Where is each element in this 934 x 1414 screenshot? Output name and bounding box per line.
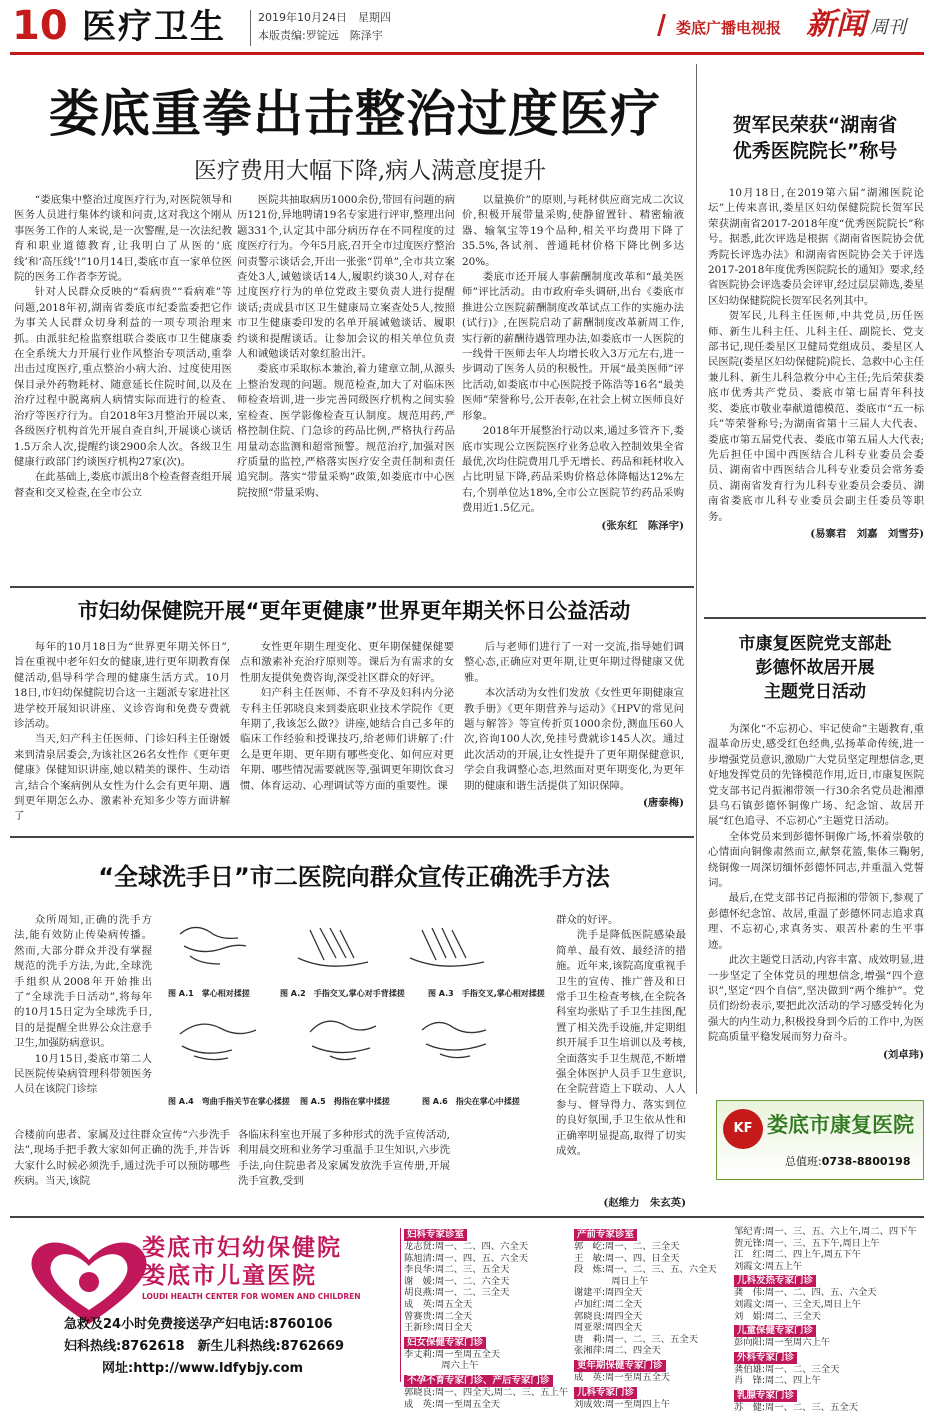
lead-para: 医院共抽取病历1000余份,带回有问题的病历121份,异地聘请19名专家进行评审,整理出问题331个,认定其中部分病历存在不同程度的过度医疗行为。今年5月底,召开全市过度医疗整治问责警示谈话会,开出一张张“罚单”,全市共立案查处3人,诫勉谈话14人,履职约谈30人,对存在过度医疗行为的单位党政主要负责人进行提醒谈话;责成县市区卫生健康局立案查处5人,按照市卫生健康委印发的名单开展诫勉谈话、履职约谈和提醒谈话。让参加会议的相关单位负责人和诫勉谈话对象红脸出汗。 bbox=[237, 194, 455, 361]
clinic-schedule-row bbox=[734, 1387, 922, 1402]
clinic-schedule-line: 胡良燕:周一、二、三全天 bbox=[404, 1287, 510, 1299]
clinic-schedule-line: 李丈莉:周一至周五全天 bbox=[404, 1348, 501, 1360]
lead-para: “娄底集中整治过度医疗行为,对医院领导和医务人员进行集体约谈和问责,这对我这个刚从事医务工作的人来说,是一次警醒,是一次法纪教育和职业道德教育,让我明白了从医的‘底线’和‘高压线’!”10月14日,娄底市直一家单位医院的医务工作者李芳说。 bbox=[14, 194, 232, 284]
article2-col-1 bbox=[14, 640, 230, 825]
right1-title-line: 贺军民荣获“湖南省 bbox=[732, 114, 898, 136]
clinic-schedule-heading: 儿童保健专家门诊 bbox=[734, 1325, 816, 1337]
clinic-schedule-line: 彭向阳:周一至周六上午 bbox=[734, 1337, 831, 1349]
clinic-schedule-heading: 产前专家诊室 bbox=[574, 1229, 637, 1241]
clinic-schedule-line: 刘霞文:周五上午 bbox=[734, 1260, 803, 1272]
hospital-website[interactable]: 网址:http://www.ldfybjy.com bbox=[102, 1361, 304, 1376]
clinic-schedule-line: 段 炼:周一、二、三、五、六全天 bbox=[574, 1264, 717, 1276]
clinic-schedule-line: 龙志贤:周一、二、四、六全天 bbox=[404, 1241, 528, 1252]
clinic-schedule-line: 卢加红:周二全天 bbox=[574, 1298, 643, 1310]
hotlines bbox=[64, 1338, 344, 1356]
clinic-schedule-line: 龚 伟:周一、二、四、五、六全天 bbox=[734, 1287, 877, 1299]
lead-para: 针对人民群众反映的“看病贵”“看病难”等问题,2018年初,湖南省娄底市纪委监委把它作为事关人民群众切身利益的一项专项治理来抓。由派驻纪检监察组联合娄底市卫生健康委在全系统大力开展行业作风整治专项活动,重拳出击过度医疗,重点整治小病大治、过度使用医保目录外药物耗材、随意延长住院时间,以及在治疗过程中脱离病人病情实际而进行的检查、治疗等医疗行为。自2018年3月整治开展以来,各级医疗机构首先开展自查自纠,开展谈心谈话1.5万余人次,提醒约谈2900余人次。各级卫生健康行政部门约谈医疗机构27家(次)。 bbox=[14, 286, 232, 468]
right2-para: 全体党员来到彭德怀铜像广场,怀着崇敬的心情面向铜像肃然而立,献祭花篮,集体三鞠躬,绕铜像一周深切缅怀彭德怀同志,并重温入党誓词。 bbox=[708, 830, 924, 890]
header-divider bbox=[250, 10, 251, 46]
clinic-schedule-heading: 儿科专家门诊 bbox=[574, 1387, 637, 1399]
clinic-schedule-row bbox=[734, 1349, 922, 1364]
issue-date: 2019年10月24日 bbox=[258, 11, 347, 24]
kangfu-logo: KF bbox=[723, 1109, 763, 1149]
article2-para: 女性更年期生理变化、更年期保健保健要点和激素补充治疗原则等。课后为有需求的女性朋友提供免费咨询,深受社区群众的好评。 bbox=[240, 641, 454, 684]
handwash-illustration bbox=[160, 912, 550, 1116]
article2-para: 每年的10月18日为“世界更年期关怀日”,旨在重视中老年妇女的健康,进行更年期教育保健活动,倡导科学合理的健康生活方式。10月18日,市妇幼保健院切合这一主题派专家进社区进学校开展知识讲座、义诊咨询和免费专费就诊活动。 bbox=[14, 641, 230, 731]
ad-top-rule bbox=[10, 1216, 924, 1218]
article3-byline: (赵维力 朱玄英) bbox=[603, 1197, 686, 1209]
clinic-schedule-line: 龚伯雄:周一、二、三全天 bbox=[734, 1363, 840, 1375]
article3-para: 众所周知,正确的洗手方法,能有效防止传染病传播。然而,大部分群众并没有掌握规范的洗手方法,为此,全球洗手组织从2008年开始推出了“全球洗手日活动”,将每年的10月15日定为全球洗手日,目的是提醒全世界公众注意手卫生,加强防病意识。 bbox=[14, 914, 152, 1050]
article3-byline-wrap bbox=[556, 1192, 686, 1209]
brand-sub: 周刊 bbox=[870, 17, 906, 38]
hospital-english: LOUDI HEALTH CENTER FOR WOMEN AND CHILDREN bbox=[142, 1292, 361, 1301]
article3-para: 群众的好评。 bbox=[556, 914, 619, 926]
article3-left-col bbox=[14, 913, 152, 1098]
lead-byline: (张东红 陈泽宇) bbox=[601, 519, 684, 532]
clinic-schedule-heading: 更年期保健专家门诊 bbox=[574, 1360, 666, 1372]
clinic-schedule-line: 肖 锋:周二、四上午 bbox=[734, 1375, 821, 1387]
lead-col-2 bbox=[237, 193, 455, 501]
brand-title: 新闻 bbox=[806, 7, 866, 42]
clinic-schedule-line: 刘 娟:周二、三全天 bbox=[734, 1310, 821, 1322]
article2-para: 后与老师们进行了一对一交流,指导她们调整心态,正确应对更年期,让更年期过得健康又优雅。 bbox=[464, 641, 684, 684]
clinic-schedule-line: 江 红:周二、四上午,周五下午 bbox=[734, 1249, 861, 1261]
lead-para: 2018年开展整治行动以来,通过多管齐下,娄底市实现公立医院医疗业务总收入控制效果全省最优,次均住院费用几乎无增长、药品和耗材收入占比明显下降,药品采购价格总体降幅达12%左右,个别单位达18%,全市公立医院节约药品采购费用近1.5亿元。 bbox=[462, 425, 684, 515]
article3-para: 合楼前向患者、家属及过往群众宣传“六步洗手法”,现场手把手教大家如何正确的洗手,并告诉大家什么时候必须洗手,通过洗手可以预防哪些疾病。当天,该院 bbox=[14, 1129, 230, 1188]
clinic-schedule-row bbox=[734, 1272, 922, 1287]
section-title: 医疗卫生 bbox=[82, 7, 226, 47]
right-column-divider bbox=[696, 64, 697, 1094]
ad-divider bbox=[400, 1228, 401, 1382]
clinic-schedule-line: 成 英:周五全天 bbox=[404, 1298, 473, 1310]
lead-title: 娄底重拳出击整治过度医疗 bbox=[49, 85, 661, 143]
schedule-col-1 bbox=[404, 1226, 572, 1410]
page-number: 10 bbox=[12, 3, 68, 49]
article2-para: 当天,妇产科主任医师、门诊妇科主任谢媛来到清泉居委会,为该社区26名女性作《更年更健康》保健知识讲座,她以精美的课件、生动语言,结合个案病例从女性为什么会有更年期、遇到更年期怎么办、激素补充知多少等方面讲解了 bbox=[14, 733, 230, 823]
right1-para: 10月18日,在2019第六届“湖湘医院论坛”上传来喜讯,娄星区妇幼保健院院长贺军民荣获湖南省2017-2018年度“优秀医院院长”称号。据悉,此次评选是根据《湖南省医院协会优秀院长评选办法》和湖南省医院协会关于评选2017-2018年度优秀医院院长的通知》要求,经省医院协会评选委员会评审,经过层层筛选,娄星区妇幼保健院院长贺军民名列其中。 bbox=[708, 187, 924, 307]
clinic-schedule-line: 陈旭清:周一、四、五、六全天 bbox=[404, 1252, 528, 1264]
right2-title-line: 主题党日活动 bbox=[764, 682, 866, 702]
clinic-schedule-line: 周六上午 bbox=[404, 1360, 479, 1372]
article3-title: “全球洗手日”市二医院向群众宣传正确洗手方法 bbox=[98, 863, 610, 891]
kangfu-phone-label: 总值班: bbox=[785, 1155, 822, 1168]
clinic-schedule-line: 邹纪青:周一、三、五、六上午,周二、四下午 bbox=[734, 1226, 917, 1237]
figure-caption-2: 图 A.2 手指交叉,掌心对手背揉搓 bbox=[280, 989, 405, 998]
page-header bbox=[0, 0, 934, 58]
article2-title: 市妇幼保健院开展“更年更健康”世界更年期关怀日公益活动 bbox=[77, 599, 631, 623]
header-editor: 本版责编:罗锭远 陈泽宇 bbox=[258, 29, 383, 42]
lead-para: 娄底市还开展人事薪酬制度改革和“最美医师”评比活动。由市政府牵头调研,出台《娄底市推进公立医院薪酬制度改革试点工作的实施办法(试行)》,在医院启动了薪酬制度改革新周工作,实行新的薪酬待遇管理办法,如娄底市一人医院的一线骨干医师去年人均增长收入3万元左右,进一步调动了医务人员的积极性。开展“最美医师”评比活动,如娄底市中心医院授予陈浩等16名“最美医师”荣誉称号,公开表彰,在社会上树立医师良好形象。 bbox=[462, 271, 684, 422]
right2-para: 为深化“不忘初心、牢记使命”主题教育,重温革命历史,感受红色经典,弘扬革命传统,进一步增强党员意识,激励广大党员坚定理想信念,更好地发挥党员的先锋模范作用,近日,市康复医院党支部书记肖振湘带领一行30余名党员赴湘潭县乌石镇彭德怀铜像广场、纪念馆、故居开展“红色追寻、不忘初心”主题党日活动。 bbox=[708, 723, 924, 828]
figure-caption-1: 图 A.1 掌心相对揉搓 bbox=[168, 989, 250, 998]
clinic-schedule-line: 周亚翠:周四全天 bbox=[574, 1322, 643, 1334]
clinic-schedule-heading: 妇科专家诊室 bbox=[404, 1229, 467, 1241]
clinic-schedule-heading: 不孕不育专家门诊、产后专家门诊 bbox=[404, 1375, 553, 1387]
figure-caption-4: 图 A.4 弯曲手指关节在掌心揉搓 bbox=[168, 1097, 290, 1106]
brand-flag bbox=[657, 14, 676, 36]
clinic-schedule-line: 谢 媛:周一、二、六全天 bbox=[404, 1275, 510, 1287]
figure-caption-6: 图 A.6 指尖在掌心中揉搓 bbox=[422, 1097, 520, 1106]
right2-body bbox=[708, 722, 924, 1063]
kangfu-phone-number: 0738-8800198 bbox=[821, 1155, 911, 1168]
article3-bottom-left bbox=[14, 1128, 230, 1190]
article3-para: 10月15日,娄底市第二人民医院传染病管理科带领医务人员在该院门诊综 bbox=[14, 1052, 152, 1096]
right2-title bbox=[704, 632, 926, 704]
clinic-schedule-line: 李良华:周二、三、五全天 bbox=[404, 1264, 510, 1276]
right2-byline: (刘卓玮) bbox=[882, 1048, 924, 1061]
lead-para: 在此基础上,娄底市派出8个检查督查组开展督查和交叉检查,在全市公立 bbox=[14, 471, 232, 499]
clinic-schedule-row bbox=[574, 1226, 742, 1241]
article2-bottom-rule bbox=[10, 836, 694, 838]
right1-byline: (易寨君 刘嘉 刘雪芬) bbox=[810, 527, 924, 540]
figure-caption-5: 图 A.5 拇指在掌中揉搓 bbox=[300, 1097, 390, 1106]
lead-col-1 bbox=[14, 193, 232, 501]
kangfu-ad bbox=[716, 1100, 924, 1180]
right2-title-line: 彭德怀故居开展 bbox=[755, 658, 875, 678]
clinic-schedule-heading: 乳腺专家门诊 bbox=[734, 1390, 797, 1402]
issue-weekday: 星期四 bbox=[358, 11, 391, 24]
clinic-schedule-line: 成 英:周一至周五全天 bbox=[404, 1398, 501, 1410]
gyn-hotline: 妇科热线:8762618 bbox=[64, 1339, 185, 1354]
article2-byline: (唐泰梅) bbox=[642, 797, 684, 810]
clinic-schedule-line: 郭 屹:周一、二、三全天 bbox=[574, 1241, 680, 1252]
article2-col-2 bbox=[240, 640, 454, 794]
article3-right-col bbox=[556, 913, 686, 1160]
schedule-col-3 bbox=[734, 1226, 922, 1414]
clinic-schedule-line: 唐 莉:周一、二、三、五全天 bbox=[574, 1333, 698, 1345]
right2-title-line: 市康复医院党支部赴 bbox=[738, 634, 892, 654]
clinic-schedule-line: 王新珍:周日全天 bbox=[404, 1322, 473, 1334]
article2-para: 本次活动为女性们发放《女性更年期健康宣教手册》《更年期营养与运动》《HPV的常见问题与解答》等宣传折页1000余份,测血压60人次,咨询100人次,免挂号费就诊145人次。通过此次活动的开展,让女性提升了更年期保健意识,学会自我调整心态,坦然面对更年期变化,为更年期的健康和谐生活提供了知识保障。 bbox=[464, 687, 684, 792]
clinic-schedule-row bbox=[404, 1372, 572, 1387]
clinic-schedule-line: 郭晓良:周一、四全天,周二、三、五上午 bbox=[404, 1386, 569, 1398]
figure-caption-3: 图 A.3 手指交叉,掌心相对揉搓 bbox=[428, 989, 545, 998]
hospital-name-1: 娄底市妇幼保健院 bbox=[142, 1235, 342, 1261]
clinic-schedule-line: 周日上午 bbox=[574, 1275, 649, 1287]
hospital-name-2: 娄底市儿童医院 bbox=[142, 1263, 317, 1289]
kangfu-name: 娄底市康复医院 bbox=[767, 1113, 914, 1137]
article3-para: 洗手是降低医院感染最简单、最有效、最经济的措施。近年来,该院高度重视手卫生的宣传、推广普及和日常手卫生检查考核,在全院各科室均张贴了手卫生挂图,配置了相关洗手设施,并定期组织开展手卫生培训以及考核,全面落实手卫生规范,不断增强全体医护人员手卫生意识,在全院营造上下联动、人人参与、督导得力、落实到位的良好氛围,手卫生依从性和正确率明显提高,取得了切实成效。 bbox=[556, 929, 686, 1158]
clinic-schedule-row bbox=[574, 1357, 742, 1372]
kangfu-phone bbox=[785, 1155, 910, 1169]
clinic-schedule-line: 刘成效:周一至周四上午 bbox=[574, 1398, 671, 1410]
right1-body bbox=[708, 186, 924, 542]
schedule-col-2 bbox=[574, 1226, 742, 1410]
clinic-schedule-line: 曾赛贵:周二全天 bbox=[404, 1310, 473, 1322]
hospital-ad bbox=[10, 1222, 924, 1413]
clinic-schedule-row bbox=[404, 1226, 572, 1241]
right1-title bbox=[704, 112, 926, 164]
right1-para: 贺军民,儿科主任医师,中共党员,历任医师、新生儿科主任、儿科主任、副院长、党支部书记,现任娄星区卫健局党组成员、娄星区人民医院(娄星区妇幼保健院)院长、急救中心主任兼儿科、新生儿科急救分中心主任;先后荣获娄底市优秀共产党员、娄底市第七届青年科技奖、娄底市敬业奉献道德模范、娄底市“五一标兵”等荣誉称号;为湖南省第十三届人大代表、娄底市第五届党代表、娄底市第五届人大代表;先后担任中国中西医结合儿科专业委员会委员、湖南省中西医结合儿科专业委员会常务委员、湖南省发育行为儿科专业委员会委员、湖南省娄底市儿科专业委员会副主任委员等职务。 bbox=[708, 310, 924, 523]
clinic-schedule-line: 张湘萍:周二、四全天 bbox=[574, 1345, 661, 1357]
lead-subtitle: 医疗费用大幅下降,病人满意度提升 bbox=[193, 158, 547, 184]
clinic-schedule-line: 刘霞文:周一、三全天,周日上午 bbox=[734, 1298, 861, 1310]
lead-col-3 bbox=[462, 193, 684, 534]
clinic-schedule-line: 谢建平:周四全天 bbox=[574, 1287, 643, 1299]
clinic-schedule-heading: 外科专家门诊 bbox=[734, 1352, 797, 1364]
right2-para: 最后,在党支部书记肖振湘的带领下,参观了彭德怀纪念馆、故居,重温了彭德怀同志追求真理、不忘初心,求真务实、艰苦朴素的生平事迹。 bbox=[708, 892, 924, 951]
clinic-schedule-line: 贺元锋:周一、三、五下午,周日上午 bbox=[734, 1237, 880, 1249]
neo-hotline: 新生儿科热线:8762669 bbox=[197, 1339, 345, 1354]
clinic-schedule-row bbox=[574, 1384, 742, 1399]
clinic-schedule-line: 王 敏:周一、四、日全天 bbox=[574, 1252, 680, 1264]
right2-para: 此次主题党日活动,内容丰富、成效明显,进一步坚定了全体党员的理想信念,增强“四个意识”,坚定“四个自信”,坚决做到“两个维护”。党员们纷纷表示,要把此次活动的学习感受转化为强大的内生动力,积极投身到今后的工作中,为医院高质量平稳发展而努力奋斗。 bbox=[708, 954, 924, 1044]
clinic-schedule-line: 郭晓良:周四全天 bbox=[574, 1310, 643, 1322]
right1-bottom-rule bbox=[704, 617, 926, 619]
clinic-schedule-line: 成 英:周一至周五全天 bbox=[574, 1371, 671, 1383]
clinic-schedule-heading: 妇女保健专家门诊 bbox=[404, 1337, 486, 1349]
header-rule bbox=[10, 52, 924, 55]
article3-bottom-mid bbox=[238, 1128, 450, 1190]
lead-bottom-rule bbox=[10, 586, 694, 588]
lead-para: 以量换价”的原则,与耗材供应商完成二次议价,积极开展带量采购,使静留置针、精密输液器、输氧宝等19个品种,相关平均费用下降了35.5%,各试剂、普通耗材价格下降比例多达20%。 bbox=[462, 194, 684, 268]
handwash-figure bbox=[160, 912, 550, 1116]
right1-title-line: 优秀医院院长”称号 bbox=[732, 140, 898, 162]
clinic-schedule-line: 苏 健:周一、二、三、五全天 bbox=[734, 1401, 858, 1413]
article2-para: 妇产科主任医师、不育不孕及妇科内分泌专科主任郭晓良来到娄底职业技术学院作《更年期了,我该怎么做?》讲座,她结合自己多年的临床工作经验和授课技巧,给老师们讲解了:什么是更年期、更年期有哪些变化、如何应对更年期、哪些情况需要就医等,强调更年期饮食习惯、体育运动、心理调试等方面的重要性。课 bbox=[240, 687, 454, 792]
emergency-phone: 急救及24小时免费接送孕产妇电话:8760106 bbox=[64, 1317, 333, 1332]
article2-col-3 bbox=[464, 640, 684, 811]
clinic-schedule-row bbox=[404, 1334, 572, 1349]
brand-name: 娄底广播电视报 bbox=[676, 19, 782, 37]
clinic-schedule-row bbox=[734, 1322, 922, 1337]
lead-para: 娄底市采取标本兼治,着力建章立制,从源头上整治发现的问题。规范检查,加大了对临床医师检查培训,进一步完善同级医疗机构之间实验室检查、医学影像检查互认制度。规范用药,严格控制住院、门急诊的药品比例,严格执行药品用量动态监测和超常预警。规范治疗,加强对医疗质量的监控,严格落实医疗安全责任制和责任追究制。落实“带量采购”政策,如娄底市中心医院按照“带量采购、 bbox=[237, 363, 455, 499]
article3-para: 各临床科室也开展了多种形式的洗手宣传活动,利用晨交班和业务学习重温手卫生知识,六步洗手法,向住院患者及家属发放洗手宣传册,开展洗手宣教,受到 bbox=[238, 1129, 450, 1188]
header-date bbox=[258, 10, 391, 26]
clinic-schedule-heading: 儿科发热专家门诊 bbox=[734, 1275, 816, 1287]
